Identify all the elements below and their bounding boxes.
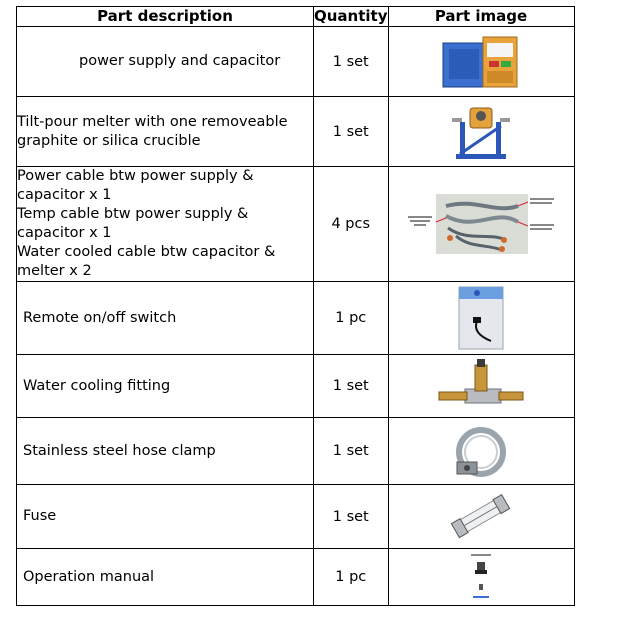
part-image-cell	[388, 418, 574, 485]
quantity-cell: 1 pc	[314, 549, 389, 606]
description-text: graphite or silica crucible	[17, 132, 201, 149]
description-cell	[17, 282, 314, 355]
cables-icon	[406, 192, 556, 256]
table-row	[17, 355, 575, 418]
quantity-cell: 1 set	[314, 27, 389, 97]
description-cell	[17, 355, 314, 418]
quantity-cell: 1 set	[314, 97, 389, 167]
description-cell	[17, 418, 314, 485]
description-text: Water cooling fitting	[23, 377, 171, 394]
table-row	[17, 97, 575, 167]
header-part-description: Part description	[17, 7, 314, 27]
manual-icon	[461, 550, 501, 604]
header-row	[17, 7, 575, 27]
quantity-cell: 1 pc	[314, 282, 389, 355]
header-quantity: Quantity	[314, 7, 388, 25]
quantity-cell: 1 set	[314, 355, 389, 418]
parts-table	[16, 6, 575, 606]
tilt-melter-icon	[446, 102, 516, 162]
description-cell	[17, 97, 314, 167]
remote-switch-icon	[451, 285, 511, 351]
table-row	[17, 549, 575, 606]
description-text: Power cable btw power supply &	[17, 168, 254, 184]
part-image-cell	[388, 27, 574, 97]
part-image-cell	[388, 97, 574, 167]
description-cell	[17, 485, 314, 549]
description-text: capacitor x 1	[17, 225, 112, 241]
description-text: capacitor x 1	[17, 187, 112, 203]
quantity-cell: 1 set	[314, 418, 389, 485]
description-cell	[17, 549, 314, 606]
description-text: Tilt-pour melter with one removeable	[17, 113, 288, 130]
quantity-cell: 1 set	[314, 485, 389, 549]
description-text: Fuse	[23, 508, 57, 524]
water-fitting-icon	[435, 357, 527, 415]
description-text: Water cooled cable btw capacitor &	[17, 244, 276, 260]
table-row	[17, 485, 575, 549]
table-row	[17, 418, 575, 485]
description-text: Remote on/off switch	[23, 309, 177, 326]
part-image-cell	[388, 167, 574, 282]
description-text: Stainless steel hose clamp	[23, 442, 216, 459]
hose-clamp-icon	[451, 422, 511, 480]
fuse-icon	[448, 491, 514, 543]
part-image-cell	[388, 485, 574, 549]
table-row	[17, 27, 575, 97]
part-image-cell	[388, 282, 574, 355]
description-text: Temp cable btw power supply &	[17, 206, 249, 222]
power-supply-cabinet-icon	[441, 33, 521, 91]
description-text: power supply and capacitor	[79, 53, 281, 69]
table-row	[17, 282, 575, 355]
table-row	[17, 167, 575, 282]
description-text: Operation manual	[23, 568, 155, 585]
quantity-cell: 4 pcs	[314, 167, 389, 282]
part-image-cell	[388, 549, 574, 606]
part-image-cell	[388, 355, 574, 418]
description-cell	[17, 167, 314, 282]
description-text: melter x 2	[17, 263, 92, 279]
header-part-image: Part image	[388, 7, 574, 27]
description-cell	[17, 27, 314, 97]
